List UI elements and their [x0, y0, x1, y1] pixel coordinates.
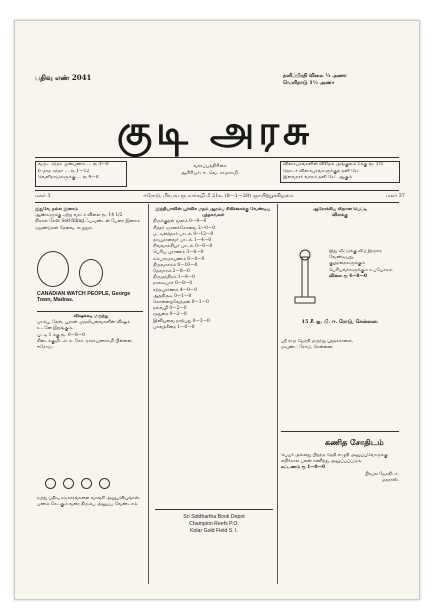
antidote-line: கிடைக்குமிடம்: க. கோ. நாராயணசாமி பிள்ளை,: [37, 338, 133, 344]
dateline-top-rule: [35, 190, 399, 191]
newspaper-page: [14, 20, 420, 600]
bath-ad-line: குழந்தைகளுக்கும் பெரியவர்களுக்கும் உபயோகம்.: [329, 261, 394, 273]
editor-name: ஆசிரியர்: ஈ. வெ. ராமசாமி.: [180, 171, 240, 176]
antidote-heading: விஷக்கடி மருந்து: [73, 314, 109, 319]
depot-line: Sri Siddhartha Book Depot: [183, 514, 245, 520]
rates-box: [35, 161, 127, 187]
maths-divider: [281, 431, 399, 432]
subscription-line-1: தனிப்பிரதி விலை ¼ அணா: [283, 73, 347, 79]
subscription-line-2: வெளிநாடு 1½ அணா: [283, 80, 335, 86]
book-list-item: நல்வழி 0—2—0: [153, 306, 187, 312]
ads-rate-row: இளவரசர் வாரம் தனி ரேட் ஆகும்: [283, 175, 352, 180]
company-address: CANADIAN WATCH PEOPLE, George Town, Madras.: [37, 291, 131, 303]
agent-text: [281, 339, 399, 419]
clock-icon: [99, 478, 110, 489]
ad-divider: [37, 311, 143, 312]
lamp-illustration: [285, 247, 325, 307]
antidote-line: ஈரோடு.: [37, 345, 54, 351]
footer-line: நமது பதிவு கடிகாரங்களை வாங்கி அனுபவியுங்கள்.: [37, 496, 141, 501]
watch-ad-line: ஏஜண்டுகள் தேவை. எழுதுக.: [35, 225, 94, 231]
dateline-bottom-rule: [35, 202, 399, 203]
volume-left: மலர் 3: [35, 193, 51, 199]
book-list-item: சிவவாக்கியர் பாடல் 0—6—0: [153, 244, 213, 250]
maths-line: பிரபல ஜோதிடர்,: [364, 471, 399, 477]
antidote-line: புட்டி 1 க்கு ரூ. 0—8—0: [37, 332, 85, 338]
book-list-item: திருக்குறள் மூலம் 0—8—0: [153, 219, 207, 225]
clock-icon: [45, 478, 56, 489]
ads-rate-row: தொடர் விளம்பரங்களுக்குத் தனி ரேட்: [283, 168, 361, 174]
book-list-item: கொன்றைவேந்தன் 0—1—0: [153, 300, 209, 306]
rates-row: 6 மாத சந்தா ... ரூ 1—12: [38, 168, 90, 174]
books-heading: இந்தியாவின் பூர்விக மதம் ஆரம்ப சிகிச்சைக்கு வேண்டிய புத்தகங்கள்: [155, 207, 271, 219]
footer-line: பணம் கேட்கும் வரை திரும்ப அனுப்ப வேண்டாம்.: [37, 502, 139, 508]
book-list-item: இனியவை நாற்பது 0—3—0: [153, 318, 210, 324]
bath-ad-body: [329, 249, 399, 313]
watch-company: [37, 291, 145, 303]
masthead-title: குடி அரசு: [116, 107, 314, 154]
column-divider-1: [148, 204, 149, 584]
agent-line: ஸ்ரீ ராம ஜோதி மருந்து புத்தகசாலை,: [281, 339, 354, 344]
column-2: [153, 207, 273, 497]
book-list-item: திருமந்திரம் 1—8—0: [153, 275, 195, 281]
book-list-item: ஆத்திசூடி 0—1—0: [153, 293, 192, 299]
pocket-watch-illustration: [37, 251, 69, 287]
ads-rate-row: விளம்பரங்களின் விகிதம் அங்குலம் 1க்கு ரூ. 1½: [283, 162, 384, 167]
rates-row: வருட சந்தா முன்பணம் ... ரூ 3—0: [38, 162, 109, 167]
book-list-item: திருவாசகம் 0—10—0: [153, 262, 198, 268]
book-list-item: கம்பராமாயணம் 6—0—0: [153, 256, 205, 262]
bath-ad-subheading: விளக்கு: [332, 213, 348, 219]
antidote-line: பாம்பு, தேள், பூரான் முதலியவைகளின் விஷம் உடனே இறங்கும்.: [37, 320, 130, 332]
book-depot-address: [155, 514, 273, 535]
clock-icon: [63, 478, 74, 489]
book-list-item: கந்தபுராணம் 4—0—0: [153, 287, 197, 293]
depot-line: Kolar Gold Field S. I.: [190, 528, 238, 534]
volume-right: மலர் 37: [386, 193, 405, 199]
watch-ad-line: நிக்கல் கேஸ் Self-filling ஃபவுண்டன் பேனா இனாம்: [35, 219, 140, 225]
bath-ad-address: 15 சீ. ஐ. பி. ஈ. ரோடு, சென்னை.: [301, 319, 379, 325]
book-list-item: பட்டினத்தார் பாடல் 0—12—0: [153, 231, 214, 237]
watch-ad-heading: இதுவே நல்ல இனாம்: [35, 207, 78, 212]
book-list-item: சித்தர் ஞானக்கோவை 2—0—0: [153, 225, 216, 231]
registration-number: பதிவு எண் 2041: [35, 73, 92, 82]
column-3-top: [281, 207, 399, 247]
book-list-item: மூதுரை 0—2—0: [153, 312, 187, 318]
publisher-block: [155, 163, 265, 177]
book-list-item: நாலடியார் 0—8—0: [153, 281, 193, 287]
masthead-divider: [35, 157, 399, 158]
books-list: [153, 219, 273, 331]
clock-icon: [81, 478, 92, 489]
depot-divider: [155, 509, 273, 510]
bath-ad-heading: ஆரோக்கிய ஸ்நான பெட்டி: [312, 207, 368, 212]
maths-body: [281, 453, 399, 573]
column-1-footer: [37, 496, 145, 576]
agent-line: மவுண்ட் ரோடு, சென்னை.: [281, 345, 334, 351]
bath-ad-address-block: [281, 319, 399, 325]
antidote-ad: [37, 314, 145, 474]
book-list-item: பெரிய புராணம் 3—0—0: [153, 250, 204, 256]
watch-ad-line: ஆண்களுக்கு ஏற்ற வாட்ச் விலை ரூ. 14 1/2: [35, 213, 123, 219]
rates-row: வெளிநாடுகளுக்கு ... ரூ 4—0: [38, 175, 99, 180]
issue-date: ஈரோடு, பிரபவ ஞ மார்கழி மீ 21உ (8—1—28) ஞாயிற்றுக்கிழமை: [143, 193, 294, 199]
ads-rate-box: [280, 161, 400, 183]
book-list-item: தேவாரம் 2—8—0: [153, 269, 190, 275]
maths-line: எதிர்கால பலன் கணித்து அனுப்பப்படும்.: [281, 459, 363, 465]
bath-ad-line: இது வீட்டுக்கு வீடு இருக்க வேண்டியது.: [329, 249, 382, 261]
wrist-watch-illustration: [79, 259, 103, 287]
dateline: [35, 193, 405, 199]
publication-type: வாரப்பத்திரிகை: [193, 164, 227, 169]
bath-ad-price: விலை ரூ 4—8—0: [329, 273, 367, 279]
maths-astrology-heading: கணித சோதிடம்: [325, 437, 384, 447]
depot-line: Champion Reefs P.O.: [189, 521, 239, 527]
maths-line: மதராஸ்.: [381, 477, 399, 483]
column-divider-2: [277, 204, 278, 584]
book-list-item: பகவத்கீதை 1—0—0: [153, 324, 195, 330]
book-list-item: தாயுமானவர் பாடல் 1—4—0: [153, 238, 212, 244]
maths-line: கட்டணம் ரூ 1—0—0: [281, 465, 326, 471]
subscription-note: [283, 73, 403, 87]
maths-line: பெயர் அல்லது பிறந்த தேதி எழுதி அனுப்புவோருக்கு: [281, 453, 388, 458]
